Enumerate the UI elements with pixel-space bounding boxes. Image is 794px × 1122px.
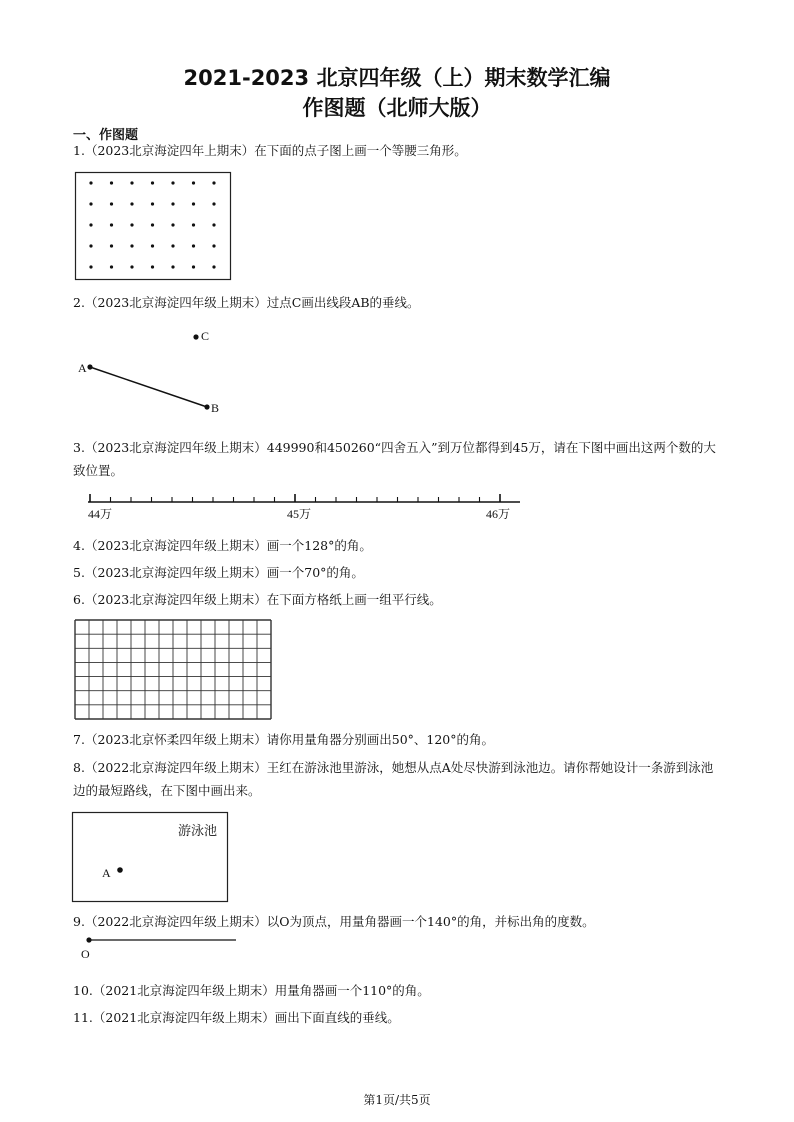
grid-dot [212, 244, 215, 247]
question-2 [73, 291, 420, 314]
label-a: A [78, 361, 87, 375]
grid-dot [192, 265, 195, 268]
grid-dot [89, 244, 92, 247]
question-text: （2023北京海淀四年级上期末）画一个70°的角。 [84, 565, 364, 580]
grid-dot [89, 181, 92, 184]
point-a [87, 364, 92, 369]
question-text: （2023北京海淀四年级上期末）在下面方格纸上画一组平行线。 [84, 592, 442, 607]
question-text: （2023北京海淀四年上期末）在下面的点子图上画一个等腰三角形。 [84, 143, 467, 158]
segment-ab-figure[interactable] [70, 325, 230, 420]
question-number: 9. [73, 914, 85, 929]
number-line-label-46: 46万 [486, 507, 511, 521]
grid-dot [212, 223, 215, 226]
pool-label-a: A [102, 866, 111, 880]
question-7 [73, 728, 494, 751]
question-number: 8. [73, 760, 85, 775]
label-c: C [201, 329, 210, 343]
grid-dot [89, 223, 92, 226]
number-line-figure[interactable] [80, 490, 530, 525]
grid-dot [192, 244, 195, 247]
grid-dot [110, 244, 113, 247]
question-number: 4. [73, 538, 85, 553]
number-line-label-44: 44万 [88, 507, 113, 521]
grid-dot [130, 202, 133, 205]
question-1 [73, 139, 467, 162]
question-4 [73, 534, 372, 557]
grid-dot [192, 181, 195, 184]
question-text: （2022北京海淀四年级上期末）以O为顶点，用量角器画一个140°的角，并标出角的度数。 [84, 914, 595, 929]
page-subtitle: 作图题（北师大版） [302, 96, 492, 120]
pool-label: 游泳池 [178, 824, 218, 839]
question-text: （2023北京怀柔四年级上期末）请你用量角器分别画出50°、120°的角。 [84, 732, 495, 747]
grid-dot [151, 265, 154, 268]
grid-dot [171, 265, 174, 268]
question-text: （2021北京海淀四年级上期末）画出下面直线的垂线。 [92, 1010, 400, 1025]
page-number: 第1页/共5页 [363, 1093, 431, 1107]
question-number: 2. [73, 295, 85, 310]
question-number: 11. [73, 1010, 93, 1025]
grid-dot [151, 244, 154, 247]
question-number: 1. [73, 143, 85, 158]
square-grid-figure[interactable] [74, 619, 272, 720]
vertex-o [86, 937, 91, 942]
section-title: 一、作图题 [73, 128, 139, 143]
question-number: 10. [73, 983, 93, 998]
question-8 [73, 756, 723, 802]
question-number: 6. [73, 592, 85, 607]
vertex-o-label: O [81, 947, 90, 961]
question-number: 3. [73, 440, 85, 455]
segment-ab [90, 367, 207, 407]
grid-dot [110, 223, 113, 226]
grid-dot [110, 181, 113, 184]
grid-dot [130, 181, 133, 184]
question-text: （2022北京海淀四年级上期末）王红在游泳池里游泳，她想从点A处尽快游到泳池边。请你帮她设计一条游到泳池边的最短路线，在下图中画出来。 [73, 760, 714, 798]
question-text: （2021北京海淀四年级上期末）用量角器画一个110°的角。 [92, 983, 430, 998]
grid-dot [212, 181, 215, 184]
grid-dot [192, 223, 195, 226]
label-b: B [211, 401, 220, 415]
point-c [193, 334, 198, 339]
grid-dot [89, 265, 92, 268]
question-11 [73, 1006, 400, 1029]
grid-dot [130, 265, 133, 268]
grid-dot [171, 244, 174, 247]
grid-dot [171, 202, 174, 205]
grid-dot [130, 223, 133, 226]
page-title: 2021-2023 北京四年级（上）期末数学汇编 [183, 66, 611, 90]
dot-grid-figure[interactable] [75, 172, 231, 280]
point-b [204, 404, 209, 409]
question-6 [73, 588, 442, 611]
question-text: （2023北京海淀四年级上期末）过点C画出线段AB的垂线。 [84, 295, 420, 310]
grid-dot [192, 202, 195, 205]
grid-dot [212, 265, 215, 268]
grid-dot [212, 202, 215, 205]
grid-dot [151, 181, 154, 184]
question-10 [73, 979, 430, 1002]
grid-dot [171, 223, 174, 226]
grid-dot [171, 181, 174, 184]
grid-dot [151, 223, 154, 226]
question-3 [73, 436, 723, 482]
number-line-label-45: 45万 [287, 507, 312, 521]
grid-dot [151, 202, 154, 205]
grid-dot [110, 202, 113, 205]
grid-dot [130, 244, 133, 247]
question-5 [73, 561, 364, 584]
question-text: （2023北京海淀四年级上期末）画一个128°的角。 [84, 538, 372, 553]
question-number: 7. [73, 732, 85, 747]
pool-point-a [117, 867, 123, 873]
question-text: （2023北京海淀四年级上期末）449990和450260“四舍五入”到万位都得到45万，请在下图中画出这两个数的大致位置。 [73, 440, 716, 478]
grid-dot [110, 265, 113, 268]
grid-dot [89, 202, 92, 205]
question-9 [73, 910, 595, 933]
ray-figure[interactable] [78, 932, 243, 962]
question-number: 5. [73, 565, 85, 580]
